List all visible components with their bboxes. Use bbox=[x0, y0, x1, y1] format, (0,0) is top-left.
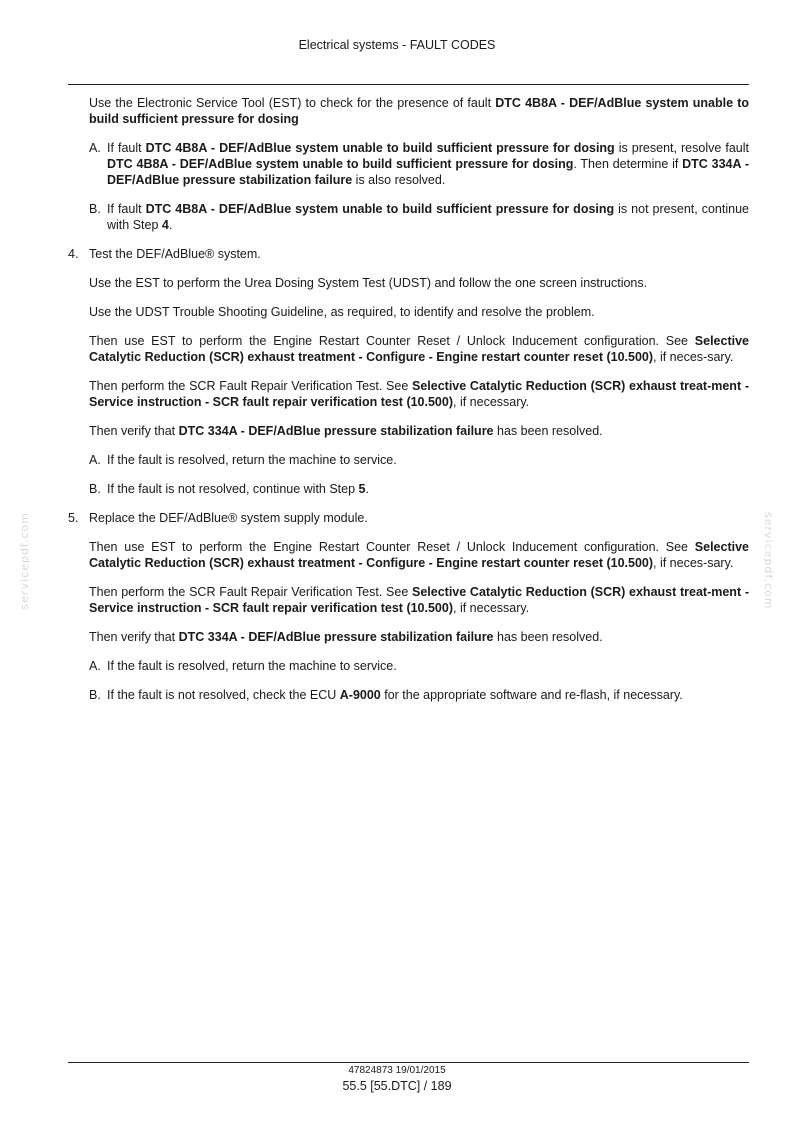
step-5-title: 5. Replace the DEF/AdBlue® system supply module. bbox=[68, 511, 368, 525]
watermark-left: servicepdf.com bbox=[18, 512, 31, 610]
cross-reference: Selective Catalytic Reduction (SCR) exhaust treatment - Configure - Engine restart counter reset (10.500) bbox=[89, 334, 749, 364]
substep-label: B. bbox=[89, 482, 101, 496]
step-4-paragraph-2: Use the UDST Trouble Shooting Guideline, as required, to identify and resolve the problem. bbox=[89, 305, 595, 319]
fault-reference: DTC 4B8A - DEF/AdBlue system unable to build sufficient pressure for dosing bbox=[89, 96, 749, 126]
step-5-paragraph-1: Then use EST to perform the Engine Restart Counter Reset / Unlock Inducement configuration. See Selective Catalytic Reduction (SCR) exhaust treatment - Configure - Engine restart counter reset (10.500), if neces-sary. bbox=[89, 540, 749, 570]
substep-label: A. bbox=[89, 141, 101, 155]
cross-reference: Selective Catalytic Reduction (SCR) exhaust treat-ment - Service instruction - SCR fault repair verification test (10.500) bbox=[89, 585, 749, 615]
document-body bbox=[68, 95, 749, 716]
step-5-paragraph-2: Then perform the SCR Fault Repair Verification Test. See Selective Catalytic Reduction (SCR) exhaust treat-ment - Service instruction - SCR fault repair verification test (10.500), if necessary. bbox=[89, 585, 749, 615]
substep-4a: A. If the fault is resolved, return the machine to service. bbox=[89, 453, 397, 467]
substep-label: B. bbox=[89, 688, 101, 702]
footer-document-code: 47824873 19/01/2015 bbox=[348, 1065, 446, 1076]
step-number: 5. bbox=[68, 511, 79, 525]
substep-3a: A. If fault DTC 4B8A - DEF/AdBlue system unable to build sufficient pressure for dosing is present, resolve fault DTC 4B8A - DEF/AdBlue system unable to build sufficient pressure for dosing. Then determine if DTC 334A - DEF/AdBlue pressure stabilization failure is also resolved. bbox=[89, 141, 749, 187]
step-5-paragraph-3: Then verify that DTC 334A - DEF/AdBlue pressure stabilization failure has been resolved. bbox=[89, 630, 603, 644]
cross-reference: Selective Catalytic Reduction (SCR) exhaust treat-ment - Service instruction - SCR fault repair verification test (10.500) bbox=[89, 379, 749, 409]
step-number: 4. bbox=[68, 247, 79, 261]
substep-5b: B. If the fault is not resolved, check the ECU A-9000 for the appropriate software and re-flash, if necessary. bbox=[89, 688, 683, 702]
intro-paragraph: Use the Electronic Service Tool (EST) to check for the presence of fault DTC 4B8A - DEF/AdBlue system unable to build sufficient pressure for dosing bbox=[89, 96, 749, 126]
header-divider bbox=[68, 84, 749, 85]
substep-label: B. bbox=[89, 202, 101, 216]
substep-3b: B. If fault DTC 4B8A - DEF/AdBlue system unable to build sufficient pressure for dosing is not present, continue with Step 4. bbox=[89, 202, 749, 232]
substep-4b: B. If the fault is not resolved, continue with Step 5. bbox=[89, 482, 369, 496]
watermark-right: servicepdf.com bbox=[762, 512, 775, 610]
page-header-title: Electrical systems - FAULT CODES bbox=[298, 38, 496, 52]
substep-label: A. bbox=[89, 453, 101, 467]
footer-divider bbox=[68, 1062, 749, 1063]
step-4-paragraph-1: Use the EST to perform the Urea Dosing System Test (UDST) and follow the one screen instructions. bbox=[89, 276, 648, 290]
substep-5a: A. If the fault is resolved, return the machine to service. bbox=[89, 659, 397, 673]
step-4-paragraph-5: Then verify that DTC 334A - DEF/AdBlue pressure stabilization failure has been resolved. bbox=[89, 424, 603, 438]
step-4-paragraph-4: Then perform the SCR Fault Repair Verification Test. See Selective Catalytic Reduction (SCR) exhaust treat-ment - Service instruction - SCR fault repair verification test (10.500), if necessary. bbox=[89, 379, 749, 409]
step-4-title: 4. Test the DEF/AdBlue® system. bbox=[68, 247, 261, 261]
step-4-paragraph-3: Then use EST to perform the Engine Restart Counter Reset / Unlock Inducement configuration. See Selective Catalytic Reduction (SCR) exhaust treatment - Configure - Engine restart counter reset (10.500), if neces-sary. bbox=[89, 334, 749, 364]
cross-reference: Selective Catalytic Reduction (SCR) exhaust treatment - Configure - Engine restart counter reset (10.500) bbox=[89, 540, 749, 570]
footer-page-number: 55.5 [55.DTC] / 189 bbox=[342, 1079, 452, 1093]
substep-label: A. bbox=[89, 659, 101, 673]
